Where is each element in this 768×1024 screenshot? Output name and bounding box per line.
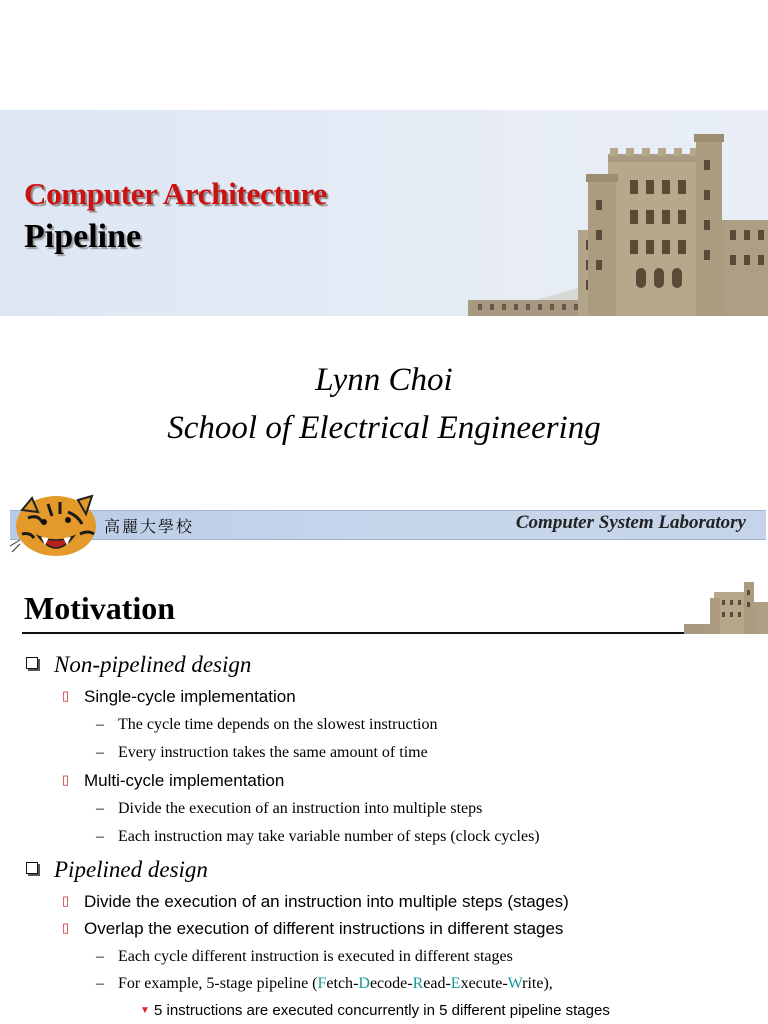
author-name: Lynn Choi — [315, 362, 453, 398]
example-suffix: ), — [543, 975, 553, 992]
stage-initial: D — [358, 975, 370, 992]
checkbox-bullet-icon — [26, 657, 38, 669]
course-title: Computer Architecture — [24, 176, 327, 211]
stage-separator: - — [407, 975, 413, 992]
bullet-text: Divide the execution of an instruction into multiple steps (stages) — [84, 892, 569, 911]
lecture-title: Pipeline — [24, 218, 142, 255]
bullet-text: Single-cycle implementation — [84, 687, 296, 706]
bullet-text: Every instruction takes the same amount of time — [118, 744, 428, 761]
stage-rest: xecute — [460, 975, 503, 992]
bullet-overlap — [62, 919, 563, 939]
bullet-text: Divide the execution of an instruction into multiple steps — [118, 800, 483, 817]
bullet-mark-icon: ▯ — [62, 920, 70, 935]
bullet-text: Each instruction may take variable number of steps (clock cycles) — [118, 828, 540, 845]
stage-separator: - — [353, 975, 359, 992]
author-affiliation: School of Electrical Engineering — [167, 410, 601, 446]
dash-icon: – — [96, 800, 104, 817]
checkbox-bullet-icon — [26, 862, 38, 874]
dash-icon: – — [96, 975, 104, 992]
tiger-logo-icon — [8, 490, 102, 562]
stage-rest: ead — [423, 975, 446, 992]
bullet-mark-icon: ▯ — [62, 893, 70, 908]
bullet-text: 5 instructions are executed concurrently in 5 different pipeline stages — [154, 1002, 610, 1019]
dash-icon: – — [96, 828, 104, 845]
dash-icon: – — [96, 716, 104, 733]
bullet-text: Pipelined design — [54, 857, 208, 882]
sub-bullet — [96, 948, 513, 966]
bullet-mark-icon: ▯ — [62, 688, 70, 703]
slide-title: Motivation — [24, 590, 176, 626]
bullet-non-pipelined — [26, 652, 251, 678]
sub-bullet — [96, 800, 482, 818]
stage-separator: - — [502, 975, 508, 992]
stage-initial: E — [450, 975, 461, 992]
title-divider — [22, 632, 722, 634]
bullet-text: Each cycle different instruction is executed in different stages — [118, 948, 513, 965]
stage-rest: ecode — [369, 975, 408, 992]
dash-icon: – — [96, 744, 104, 761]
sub-bullet — [96, 744, 428, 762]
stage-initial: W — [507, 975, 523, 992]
stage-initial: F — [317, 975, 327, 992]
stage-initial: R — [412, 975, 424, 992]
university-building-image — [468, 110, 768, 316]
university-name: 高麗大學校 — [104, 517, 195, 536]
example-prefix: For example, 5-stage pipeline ( — [118, 975, 318, 992]
sub-sub-bullet — [140, 1002, 610, 1019]
building-thumbnail-image — [684, 572, 768, 634]
sub-bullet — [96, 716, 437, 734]
bullet-multi-cycle — [62, 771, 284, 791]
stage-rest: etch — [326, 975, 354, 992]
bullet-text: Overlap the execution of different instructions in different stages — [84, 919, 564, 938]
dash-icon: – — [96, 948, 104, 965]
bullet-text: Non-pipelined design — [54, 652, 252, 677]
sub-bullet — [96, 828, 540, 846]
motivation-slide — [0, 568, 768, 1024]
bullet-pipelined — [26, 857, 208, 883]
stage-rest: rite — [522, 975, 544, 992]
triangle-bullet-icon: ▼ — [140, 1005, 150, 1016]
bullet-mark-icon: ▯ — [62, 772, 70, 787]
sub-bullet-example — [96, 975, 553, 993]
bullet-text: Multi-cycle implementation — [84, 771, 285, 790]
bullet-divide-stages — [62, 892, 569, 912]
lab-name: Computer System Laboratory — [515, 512, 746, 533]
stage-separator: - — [445, 975, 451, 992]
title-banner — [0, 110, 768, 316]
bullet-single-cycle — [62, 687, 296, 707]
bullet-text: The cycle time depends on the slowest instruction — [118, 716, 438, 733]
